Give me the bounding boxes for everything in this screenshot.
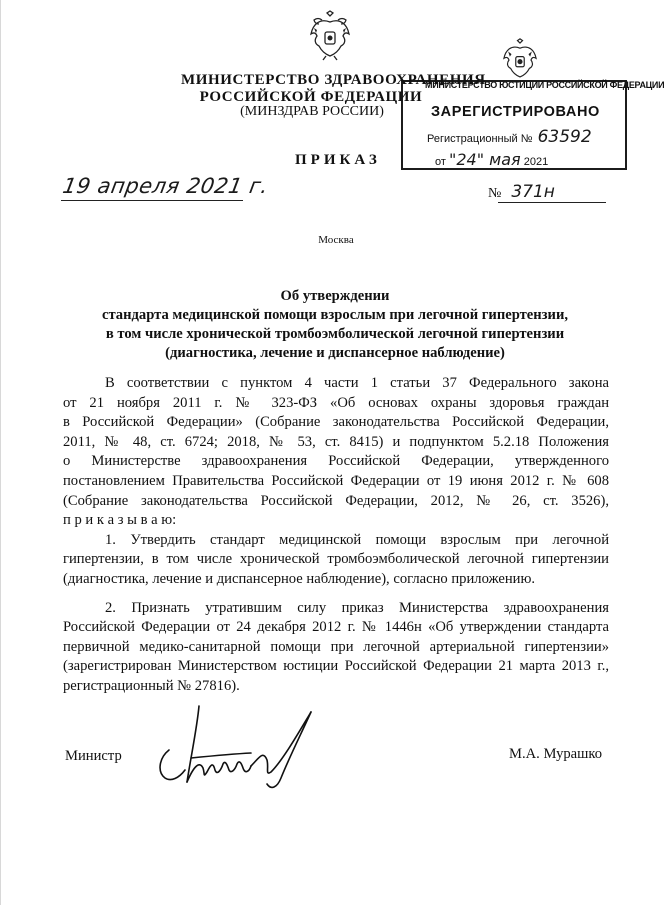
order-word: п р и к а з ы в а ю: bbox=[63, 512, 177, 529]
stamp-date-year: 2021 bbox=[523, 156, 549, 168]
item-line: гипертензии, в том числе хронической тромбоэмболической легочной гипертензии bbox=[63, 551, 609, 568]
preamble-line: 2011, № 48, ст. 6724; 2018, № 53, ст. 8415) и подпунктом 5.2.18 Положения bbox=[63, 433, 609, 450]
date-underline bbox=[61, 200, 243, 201]
coat-of-arms-emblem bbox=[308, 10, 352, 62]
stamp-reg-number-label: Регистрационный № bbox=[427, 133, 533, 145]
ministry-name-line2: РОССИЙСКОЙ ФЕДЕРАЦИИ bbox=[199, 89, 423, 105]
title-line: (диагностика, лечение и диспансерное наблюдение) bbox=[165, 345, 505, 361]
stamp-date-value: "24" мая bbox=[448, 150, 521, 169]
order-number bbox=[488, 182, 555, 202]
order-number-label: № bbox=[488, 186, 502, 201]
preamble-line: от 21 ноября 2011 г. № 323-ФЗ «Об основах охраны здоровья граждан bbox=[63, 394, 609, 411]
document-type: ПРИКАЗ bbox=[295, 152, 381, 168]
item-line: (зарегистрирован Министерством юстиции Российской Федерации 21 марта 2013 г., bbox=[63, 658, 609, 675]
ministry-name-line1: МИНИСТЕРСТВО ЗДРАВООХРАНЕНИЯ bbox=[181, 72, 486, 88]
title-line: в том числе хронической тромбоэмболической легочной гипертензии bbox=[105, 326, 565, 342]
preamble-line: в Российской Федерации» (Собрание законодательства Российской Федерации, bbox=[63, 414, 609, 431]
item-line: (диагностика, лечение и диспансерное наблюдение), согласно приложению. bbox=[63, 570, 536, 587]
preamble-paragraph bbox=[63, 374, 609, 531]
document-body bbox=[63, 374, 609, 697]
item-1-paragraph bbox=[63, 531, 609, 590]
order-date: 19 апреля 2021 г. bbox=[60, 174, 271, 198]
stamp-emblem bbox=[501, 38, 539, 82]
ministry-short-name: (МИНЗДРАВ РОССИИ) bbox=[240, 104, 384, 119]
preamble-line: постановлением Правительства Российской Федерации от 19 июня 2012 г. № 608 bbox=[63, 472, 609, 489]
item-2-paragraph bbox=[63, 599, 609, 697]
preamble-line: В соответствии с пунктом 4 части 1 статьи 37 Федерального закона bbox=[105, 375, 609, 391]
handwritten-signature bbox=[151, 698, 321, 808]
item-line: Российской Федерации от 24 декабря 2012 г. № 1446н «Об утверждении стандарта bbox=[63, 619, 609, 636]
document-title bbox=[61, 287, 609, 363]
item-line: 1. Утвердить стандарт медицинской помощи взрослым при легочной bbox=[105, 531, 609, 548]
stamp-reg-number-value: 63592 bbox=[537, 127, 592, 147]
signatory-name: М.А. Мурашко bbox=[509, 746, 603, 762]
signatory-title: Министр bbox=[65, 748, 122, 764]
stamp-reg-number bbox=[427, 127, 592, 147]
order-number-value: 371н bbox=[511, 182, 555, 202]
stamp-registered: ЗАРЕГИСТРИРОВАНО bbox=[431, 104, 600, 120]
paragraph-gap bbox=[63, 590, 609, 599]
stamp-issuer: МИНИСТЕРСТВО ЮСТИЦИИ РОССИЙСКОЙ ФЕДЕРАЦИИ bbox=[425, 80, 664, 90]
stamp-date bbox=[435, 150, 548, 169]
stamp-date-prefix: от bbox=[435, 156, 446, 168]
title-line: Об утверждении bbox=[280, 288, 390, 304]
preamble-line: (Собрание законодательства Российской Федерации, 2012, № 26, ст. 3526), bbox=[63, 492, 609, 509]
preamble-line: о Министерстве здравоохранения Российской Федерации, утвержденного bbox=[63, 453, 609, 470]
title-line: стандарта медицинской помощи взрослым при легочной гипертензии, bbox=[101, 307, 569, 323]
item-line: 2. Признать утратившим силу приказ Министерства здравоохранения bbox=[105, 599, 609, 616]
city: Москва bbox=[318, 234, 354, 246]
item-line: регистрационный № 27816). bbox=[63, 677, 240, 694]
number-underline bbox=[498, 202, 606, 203]
item-line: первичной медико-санитарной помощи при легочной артериальной гипертензии» bbox=[63, 638, 609, 655]
